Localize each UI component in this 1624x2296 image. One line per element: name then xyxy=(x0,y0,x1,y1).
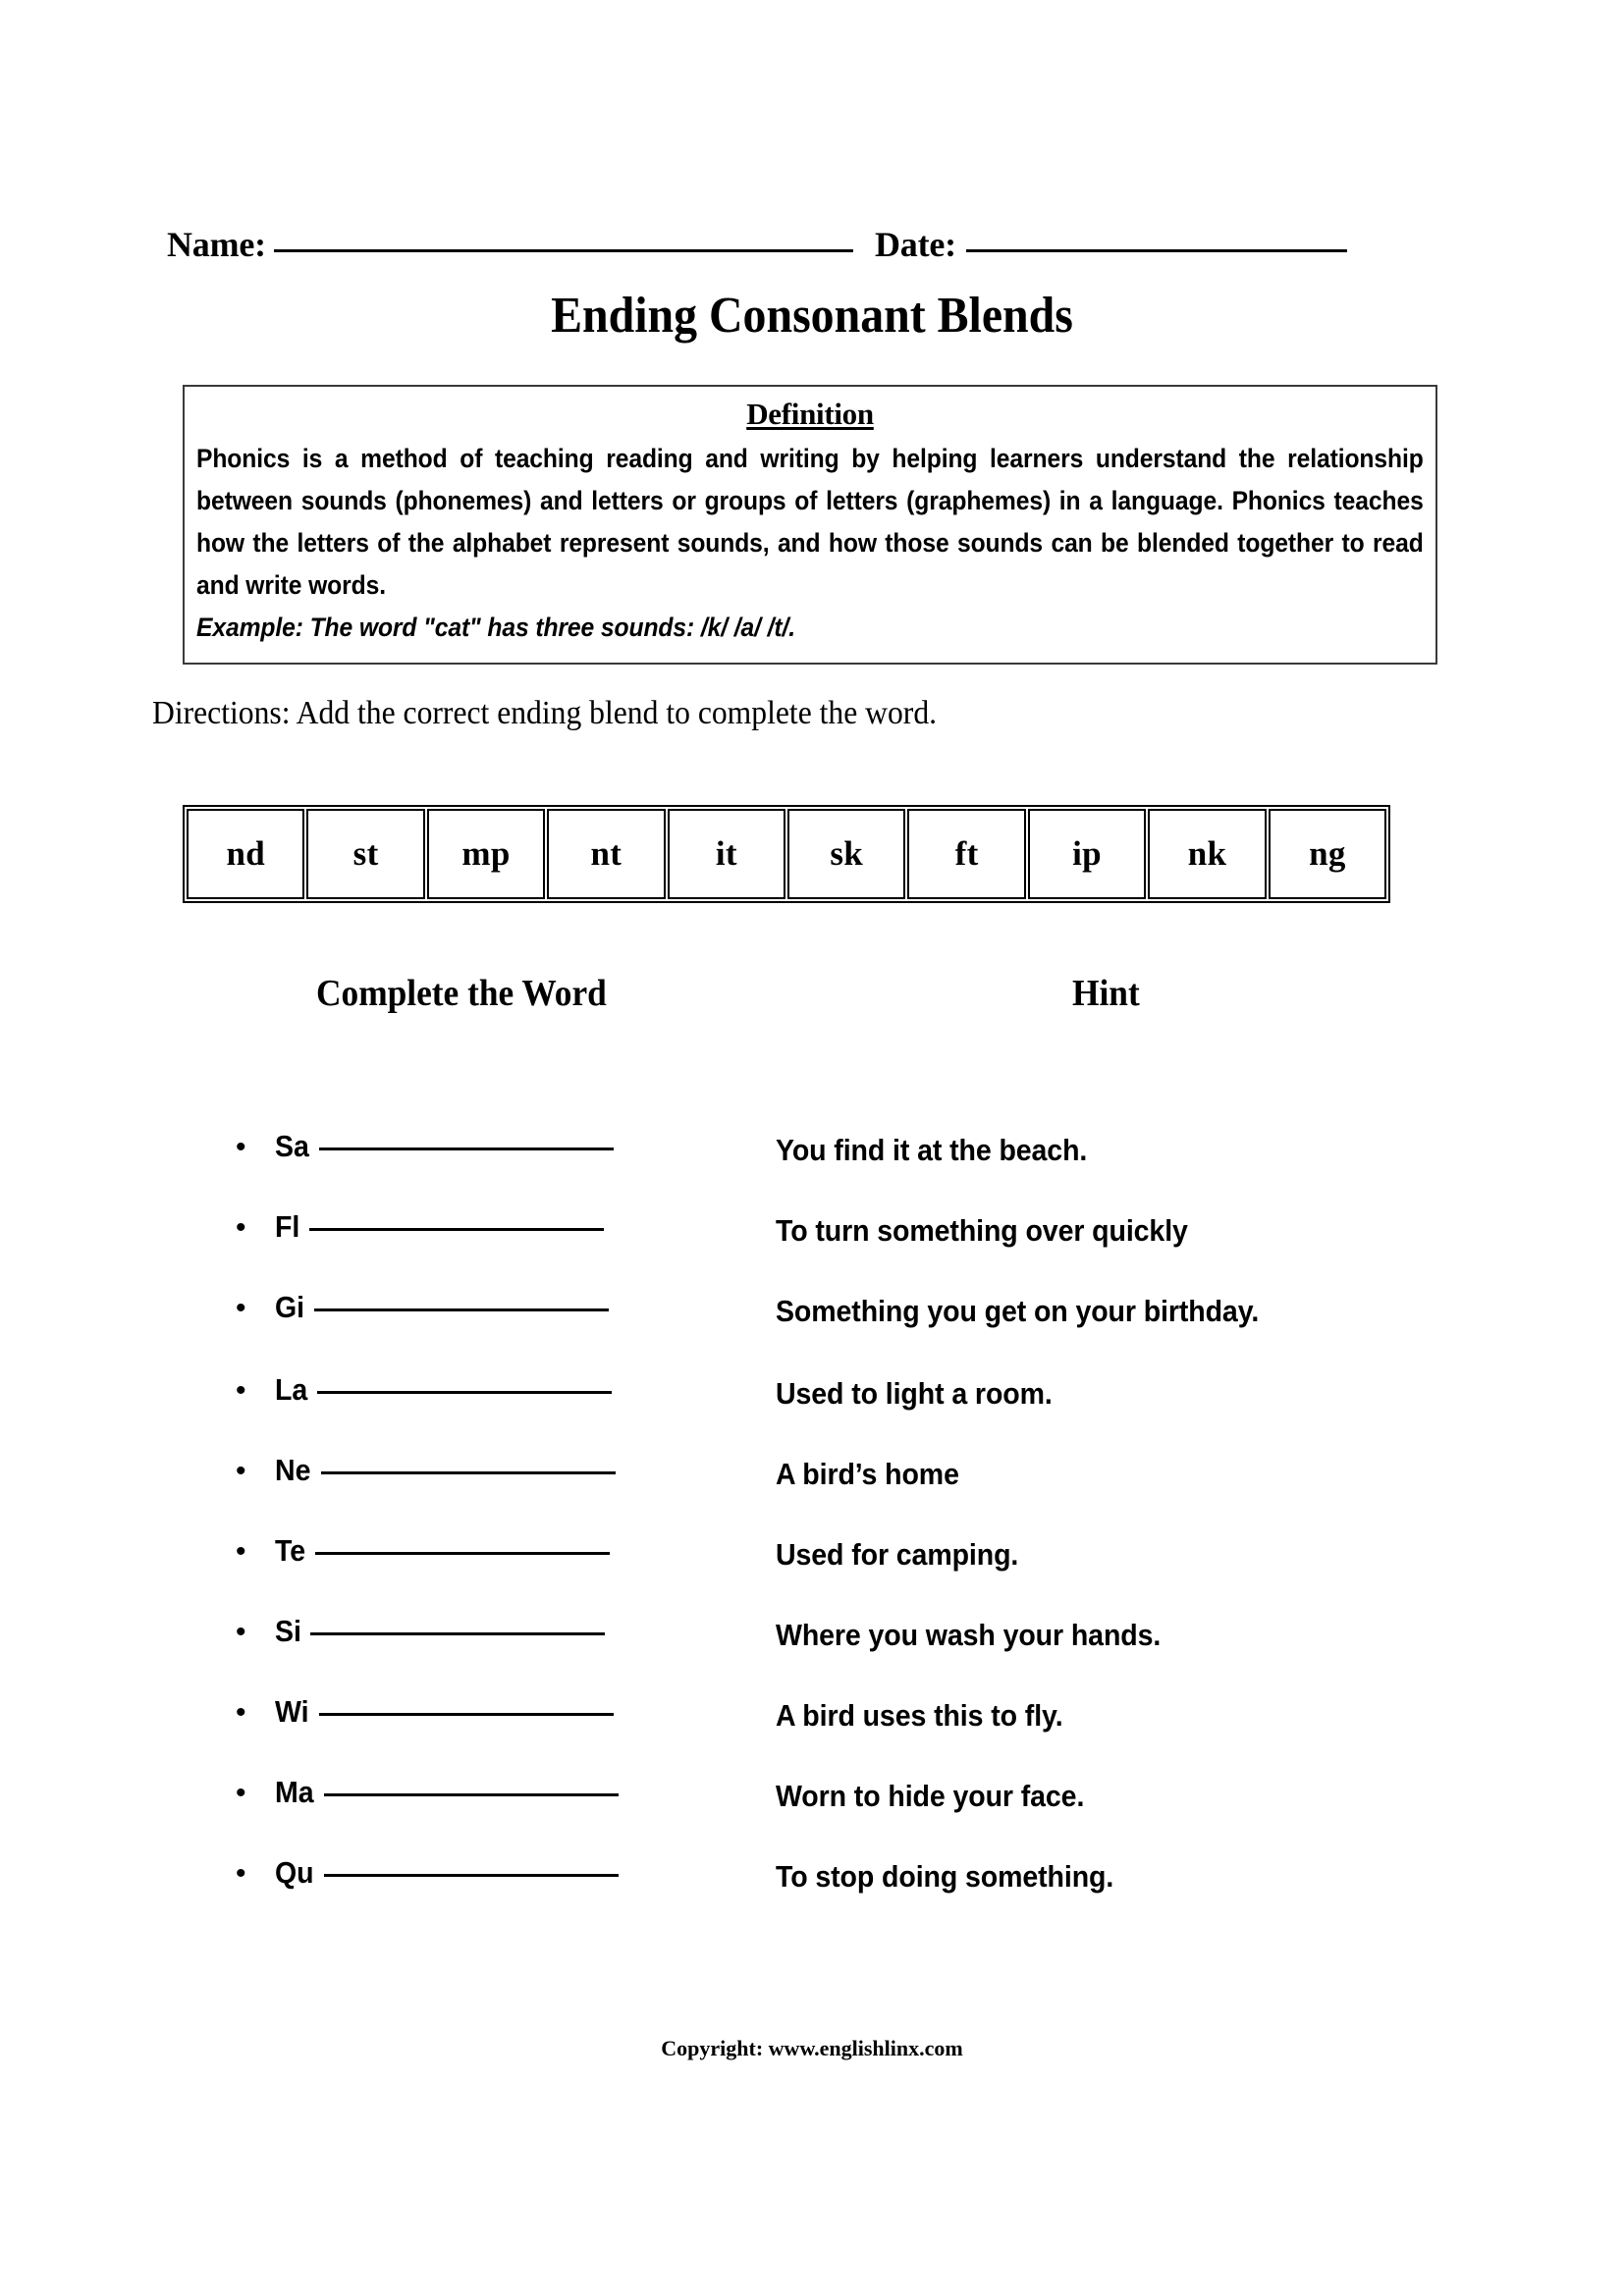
question-row xyxy=(236,1207,1473,1260)
column-header-hint: Hint xyxy=(1072,973,1140,1014)
answer-blank[interactable] xyxy=(324,1873,619,1877)
bullet-icon: • xyxy=(236,1535,246,1568)
question-row xyxy=(236,1370,1473,1423)
question-hint: A bird uses this to fly. xyxy=(776,1698,1063,1733)
copyright-notice: Copyright: www.englishlinx.com xyxy=(661,2036,963,2060)
word-prefix: Te xyxy=(275,1533,306,1568)
question-hint: Where you wash your hands. xyxy=(776,1618,1162,1652)
question-word-cell xyxy=(236,1370,776,1411)
question-hint: Worn to hide your face. xyxy=(776,1779,1085,1813)
word-bank-cell[interactable]: ft xyxy=(907,809,1025,899)
question-row xyxy=(236,1853,1473,1906)
bullet-icon: • xyxy=(236,1211,246,1244)
word-bank-cell[interactable]: nk xyxy=(1148,809,1266,899)
question-word-cell xyxy=(236,1451,776,1491)
definition-body: Phonics is a method of teaching reading and writing by helping learners understand the relationship between sounds (phonemes) and letters or groups of letters (graphemes) in a language. Phonics teaches how the letters of the alphabet represent sounds, and how those sounds can be blended together to read and write words. xyxy=(196,444,1424,600)
definition-heading: Definition xyxy=(746,397,874,431)
word-bank xyxy=(183,805,1390,903)
answer-blank[interactable] xyxy=(321,1470,616,1474)
answer-blank[interactable] xyxy=(319,1147,614,1150)
bullet-icon: • xyxy=(236,1696,246,1729)
date-blank-line[interactable] xyxy=(966,248,1347,252)
answer-blank[interactable] xyxy=(310,1631,605,1635)
bullet-icon: • xyxy=(236,1292,246,1324)
word-bank-cell[interactable]: ip xyxy=(1028,809,1146,899)
question-row xyxy=(236,1127,1473,1180)
question-word-cell xyxy=(236,1853,776,1894)
bullet-icon: • xyxy=(236,1777,246,1809)
word-prefix: Ma xyxy=(275,1775,314,1809)
word-bank-cell[interactable]: nd xyxy=(187,809,304,899)
word-prefix: Sa xyxy=(275,1129,309,1163)
question-hint: Used to light a room. xyxy=(776,1376,1053,1411)
question-hint: Something you get on your birthday. xyxy=(776,1294,1260,1328)
bullet-icon: • xyxy=(236,1616,246,1648)
answer-blank[interactable] xyxy=(319,1712,614,1716)
question-hint: To turn something over quickly xyxy=(776,1213,1188,1248)
word-prefix: Wi xyxy=(275,1694,309,1729)
question-word-cell xyxy=(236,1612,776,1652)
word-bank-cell[interactable]: st xyxy=(306,809,424,899)
question-hint: You find it at the beach. xyxy=(776,1133,1088,1167)
answer-blank[interactable] xyxy=(317,1390,612,1394)
word-prefix: Fl xyxy=(275,1209,300,1244)
question-hint: To stop doing something. xyxy=(776,1859,1114,1894)
question-row xyxy=(236,1531,1473,1584)
answer-blank[interactable] xyxy=(314,1308,609,1311)
answer-blank[interactable] xyxy=(315,1551,610,1555)
word-prefix: Qu xyxy=(275,1855,314,1890)
bullet-icon: • xyxy=(236,1857,246,1890)
word-bank-cell[interactable]: sk xyxy=(787,809,905,899)
question-word-cell xyxy=(236,1127,776,1167)
date-label: Date: xyxy=(874,225,956,264)
bullet-icon: • xyxy=(236,1455,246,1487)
question-row xyxy=(236,1692,1473,1745)
name-date-row xyxy=(167,224,1463,265)
column-header-complete-the-word: Complete the Word xyxy=(316,973,607,1014)
word-bank-cell[interactable]: nt xyxy=(547,809,665,899)
question-row xyxy=(236,1451,1473,1504)
name-blank-line[interactable] xyxy=(274,248,853,252)
question-hint: Used for camping. xyxy=(776,1537,1019,1572)
question-list xyxy=(236,1127,1473,1934)
question-word-cell xyxy=(236,1692,776,1733)
question-word-cell xyxy=(236,1288,776,1328)
question-row xyxy=(236,1773,1473,1826)
word-prefix: Ne xyxy=(275,1453,311,1487)
word-prefix: Si xyxy=(275,1614,301,1648)
word-bank-cell[interactable]: ng xyxy=(1269,809,1386,899)
question-word-cell xyxy=(236,1773,776,1813)
definition-box xyxy=(183,385,1437,665)
question-hint: A bird’s home xyxy=(776,1457,959,1491)
answer-blank[interactable] xyxy=(324,1792,619,1796)
question-word-cell xyxy=(236,1531,776,1572)
word-prefix: Gi xyxy=(275,1290,305,1324)
question-row xyxy=(236,1288,1473,1341)
bullet-icon: • xyxy=(236,1374,246,1407)
bullet-icon: • xyxy=(236,1131,246,1163)
answer-blank[interactable] xyxy=(309,1227,604,1231)
page-title: Ending Consonant Blends xyxy=(551,288,1073,344)
directions-text: Directions: Add the correct ending blend to complete the word. xyxy=(152,695,938,731)
question-row xyxy=(236,1612,1473,1665)
word-bank-cell[interactable]: it xyxy=(668,809,785,899)
definition-example: Example: The word "cat" has three sounds: /k/ /a/ /t/. xyxy=(196,613,795,642)
word-bank-cell[interactable]: mp xyxy=(427,809,545,899)
name-label: Name: xyxy=(167,225,266,264)
question-word-cell xyxy=(236,1207,776,1248)
word-prefix: La xyxy=(275,1372,308,1407)
